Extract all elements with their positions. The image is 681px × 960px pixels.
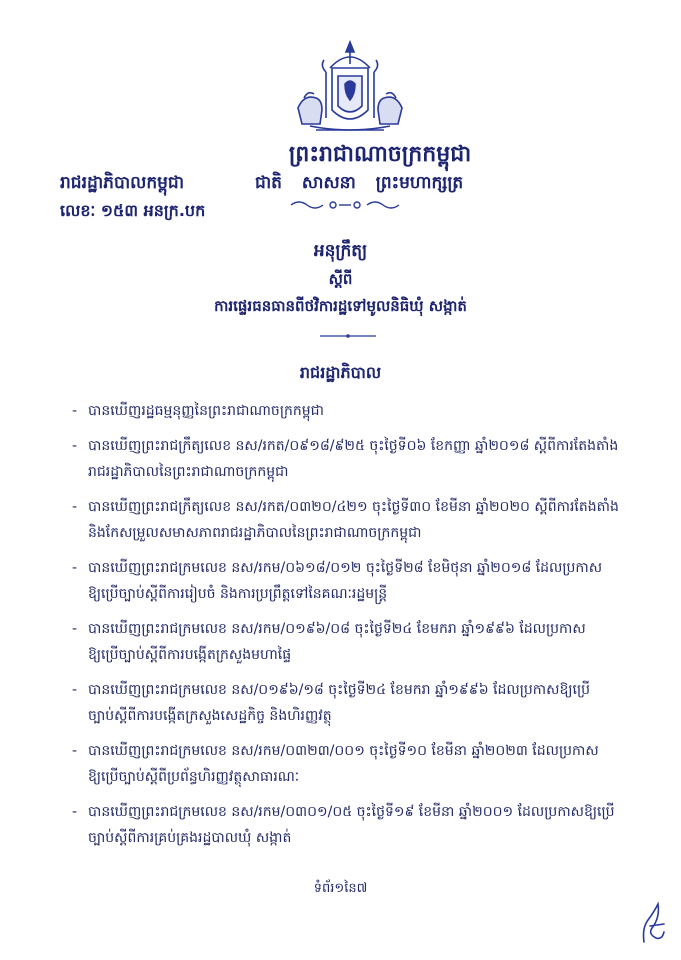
list-item <box>72 677 632 729</box>
list-dash: - <box>72 403 78 419</box>
list-item-line: បានឃើញព្រះរាជក្រមលេខ នស/០១៩៦/១៨ ចុះថ្ងៃទី២៤ ខែមករា ឆ្នាំ១៩៩៦ ដែលប្រកាសឱ្យប្រើ <box>88 682 590 698</box>
list-dash: - <box>72 499 78 515</box>
list-item-continuation: ច្បាប់ស្តីពីការគ្រប់គ្រងរដ្ឋបាលឃុំ សង្កាត់ <box>88 830 292 846</box>
issuing-authority: រាជរដ្ឋាភិបាល <box>299 363 382 382</box>
page-number: ទំព័រ១នៃ៧ <box>313 881 368 896</box>
list-item-continuation: រាជរដ្ឋាភិបាលនៃព្រះរាជាណាចក្រកម្ពុជា <box>88 464 289 480</box>
document-type: អនុក្រឹត្យ <box>313 241 368 261</box>
list-item-line: បានឃើញព្រះរាជក្រមលេខ នស/រកម/០៣០១/០៥ ចុះថ្ងៃទី១៩ ខែមីនា ឆ្នាំ២០០១ ដែលប្រកាសឱ្យប្រើ <box>88 804 615 820</box>
national-motto: ជាតិ សាសនា ព្រះមហាក្សត្រ <box>255 173 464 193</box>
list-item-continuation: ឱ្យប្រើច្បាប់ស្តីពីប្រព័ន្ធហិរញ្ញវត្ថុសាធារណៈ <box>88 769 300 785</box>
list-item-line: បានឃើញព្រះរាជក្រមលេខ នស/រកម/០១៩៦/០៨ ចុះថ្ងៃទី២៤ ខែមករា ឆ្នាំ១៩៩៦ ដែលប្រកាស <box>88 621 586 637</box>
list-dash: - <box>72 621 78 637</box>
list-item-continuation: ច្បាប់ស្តីពីការបង្កើតក្រសួងសេដ្ឋកិច្ច និងហិរញ្ញវត្ថុ <box>88 708 332 724</box>
list-item <box>72 398 632 424</box>
list-item <box>72 799 632 851</box>
list-item <box>72 738 632 790</box>
list-item-line: បានឃើញព្រះរាជក្រមលេខ នស/រកម/០៣២៣/០០១ ចុះថ្ងៃទី១០ ខែមីនា ឆ្នាំ២០២៣ ដែលប្រកាស <box>88 743 599 759</box>
document-subject: ការផ្ទេរធនធានពីថវិការដ្ឋទៅមូលនិធិឃុំ សង្កាត់ <box>214 297 467 315</box>
ornament-divider-icon <box>285 198 405 212</box>
list-item-continuation: ឱ្យប្រើច្បាប់ស្តីពីការរៀបចំ និងការប្រព្រឹត្តទៅនៃគណៈរដ្ឋមន្ត្រី <box>88 586 388 602</box>
list-dash: - <box>72 743 78 759</box>
list-dash: - <box>72 804 78 820</box>
list-item <box>72 494 632 546</box>
list-dash: - <box>72 438 78 454</box>
title-underline-divider <box>318 333 378 339</box>
list-item-line: បានឃើញរដ្ឋធម្មនុញ្ញនៃព្រះរាជាណាចក្រកម្ពុជា <box>88 403 324 419</box>
handwritten-initial-signature <box>638 898 668 948</box>
list-item-continuation: និងកែសម្រួលសមាសភាពរាជរដ្ឋាភិបាលនៃព្រះរាជាណាចក្រកម្ពុជា <box>88 525 422 541</box>
list-dash: - <box>72 682 78 698</box>
list-item-line: បានឃើញព្រះរាជក្រមលេខ នស/រកម/០៦១៨/០១២ ចុះថ្ងៃទី២៨ ខែមិថុនា ឆ្នាំ២០១៨ ដែលប្រកាស <box>88 560 603 576</box>
list-item-line: បានឃើញព្រះរាជក្រឹត្យលេខ នស/រកត/០៩១៨/៩២៥ ចុះថ្ងៃទី០៦ ខែកញ្ញា ឆ្នាំ២០១៨ ស្តីពីការតែងតាំង <box>88 438 619 454</box>
government-name: រាជរដ្ឋាភិបាលកម្ពុជា <box>60 173 185 193</box>
list-item-continuation: ឱ្យប្រើច្បាប់ស្តីពីការបង្កើតក្រសួងមហាផ្ទៃ <box>88 647 292 663</box>
royal-coat-of-arms-emblem <box>290 38 410 136</box>
list-dash: - <box>72 560 78 576</box>
legal-basis-list <box>72 398 632 860</box>
reference-number: លេខៈ ១៥៣ អនក្រ.បក <box>60 201 206 220</box>
list-item <box>72 555 632 607</box>
list-item <box>72 616 632 668</box>
list-item <box>72 433 632 485</box>
document-concerning: ស្តីពី <box>328 270 353 288</box>
kingdom-title: ព្រះរាជាណាចក្រកម្ពុជា <box>288 141 472 167</box>
list-item-line: បានឃើញព្រះរាជក្រឹត្យលេខ នស/រកត/០៣២០/៤២១ ចុះថ្ងៃទី៣០ ខែមីនា ឆ្នាំ២០២០ ស្តីពីការតែងតាំង <box>88 499 619 515</box>
